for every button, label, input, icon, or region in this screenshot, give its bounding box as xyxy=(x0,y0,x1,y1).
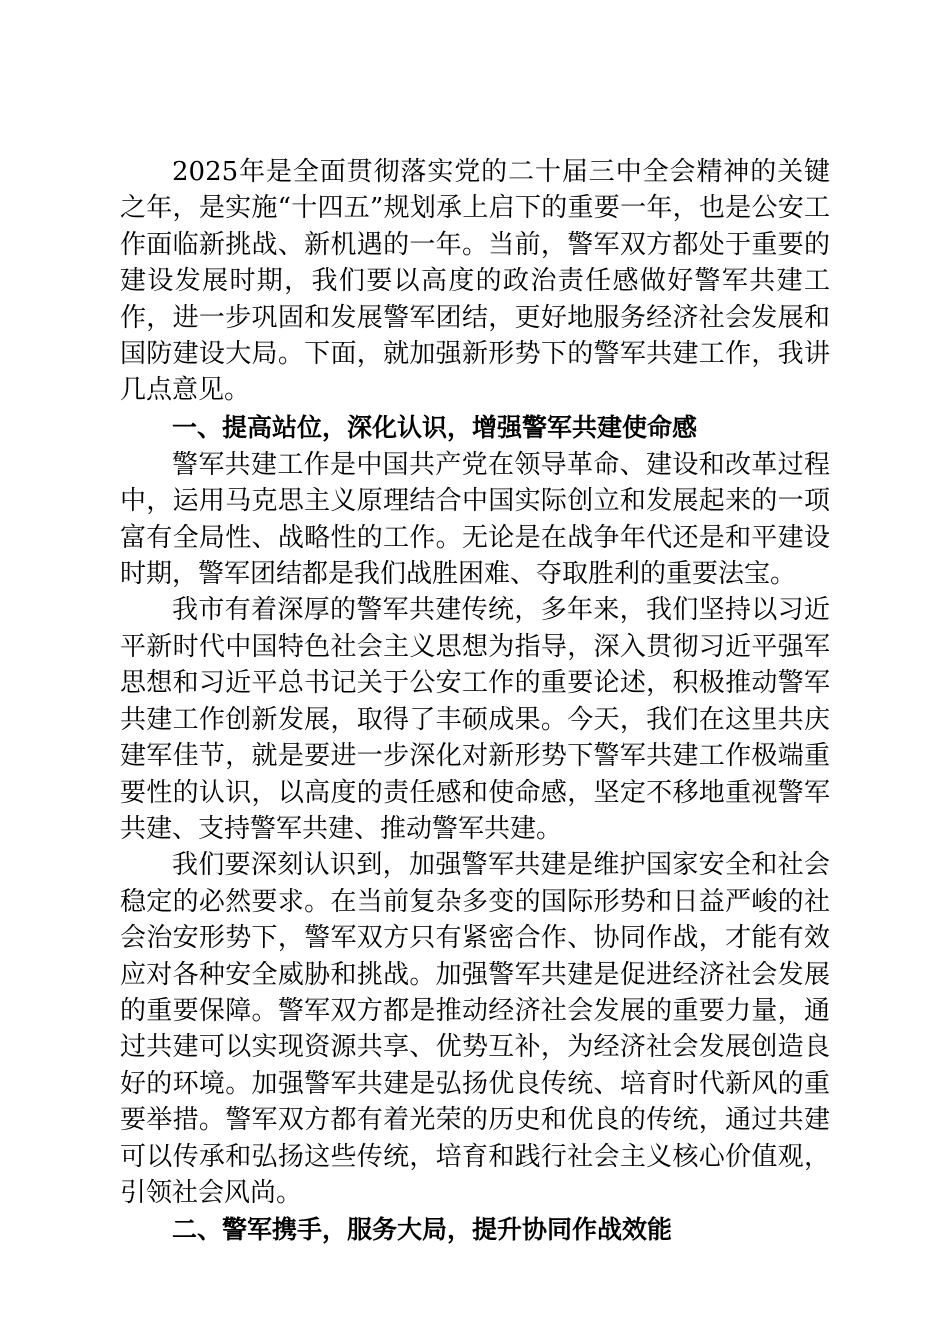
section-heading-1: 一、提高站位，深化认识，增强警军共建使命感 xyxy=(172,412,698,442)
document-body xyxy=(120,154,830,1249)
body-paragraph: 我们要深刻认识到，加强警军共建是维护国家安全和社会稳定的必然要求。在当前复杂多变的国际形势和日益严峻的社会治安形势下，警军双方只有紧密合作、协同作战，才能有效应对各种安全威胁和挑战。加强警军共建是促进经济社会发展的重要保障。警军双方都是推动经济社会发展的重要力量，通过共建可以实现资源共享、优势互补，为经济社会发展创造良好的环境。加强警军共建是弘扬优良传统、培育时代新风的重要举措。警军双方都有着光荣的历史和优良的传统，通过共建可以传承和弘扬这些传统，培育和践行社会主义核心价值观，引领社会风尚。 xyxy=(120,850,830,1208)
body-paragraph: 我市有着深厚的警军共建传统，多年来，我们坚持以习近平新时代中国特色社会主义思想为指导，深入贯彻习近平强军思想和习近平总书记关于公安工作的重要论述，积极推动警军共建工作创新发展，取得了丰硕成果。今天，我们在这里共庆建军佳节，就是要进一步深化对新形势下警军共建工作极端重要性的认识，以高度的责任感和使命感，坚定不移地重视警军共建、支持警军共建、推动警军共建。 xyxy=(120,595,830,844)
intro-paragraph: 2025年是全面贯彻落实党的二十届三中全会精神的关键之年，是实施“十四五”规划承上启下的重要一年，也是公安工作面临新挑战、新机遇的一年。当前，警军双方都处于重要的建设发展时期，我们要以高度的政治责任感做好警军共建工作，进一步巩固和发展警军团结，更好地服务经济社会发展和国防建设大局。下面，就加强新形势下的警军共建工作，我讲几点意见。 xyxy=(120,157,830,406)
body-paragraph: 警军共建工作是中国共产党在领导革命、建设和改革过程中，运用马克思主义原理结合中国实际创立和发展起来的一项富有全局性、战略性的工作。无论是在战争年代还是和平建设时期，警军团结都是我们战胜困难、夺取胜利的重要法宝。 xyxy=(120,449,830,590)
section-heading-2: 二、警军携手，服务大局，提升协同作战效能 xyxy=(172,1215,673,1245)
